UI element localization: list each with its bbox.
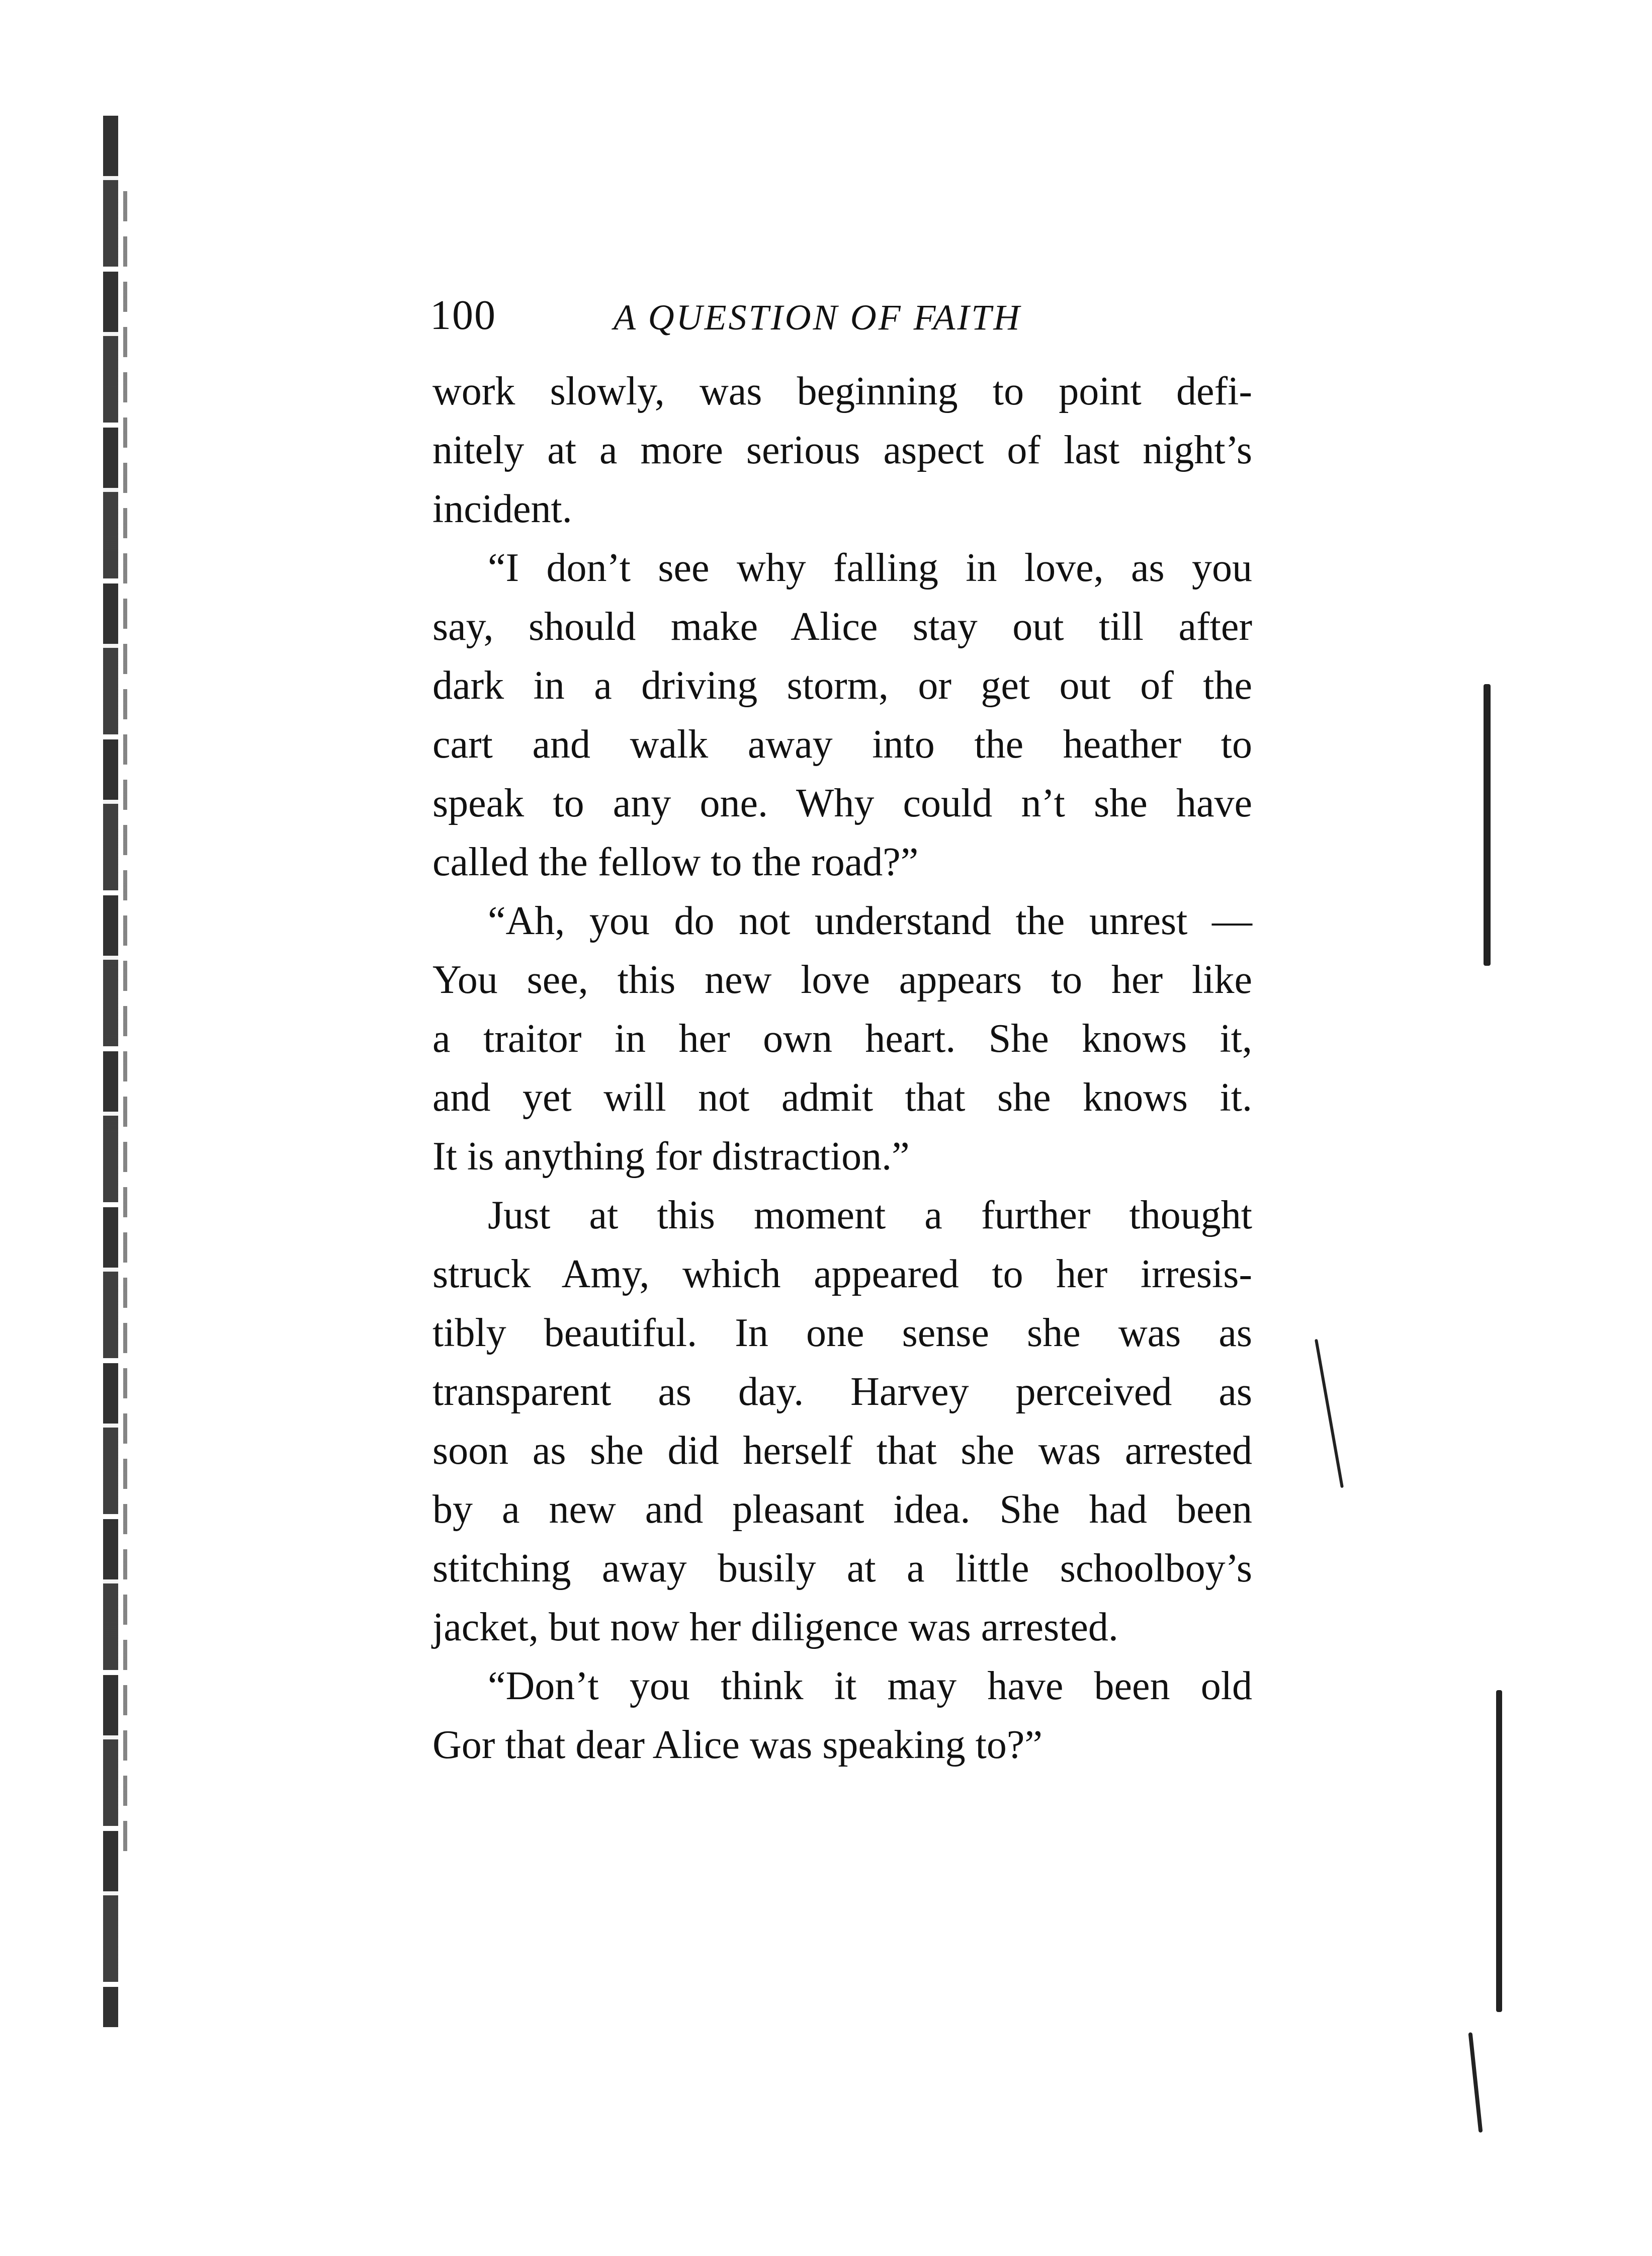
text-line: cart and walk away into the heather to xyxy=(432,722,1252,767)
text-line: a traitor in her own heart. She knows it, xyxy=(432,1017,1252,1061)
scan-edge-mark xyxy=(1484,684,1491,966)
text-line: dark in a driving storm, or get out of the xyxy=(432,663,1252,708)
text-line: called the fellow to the road?” xyxy=(432,840,919,884)
text-line: nitely at a more serious aspect of last night’s xyxy=(432,428,1252,472)
scan-edge-mark xyxy=(1496,1690,1502,2012)
text-line: struck Amy, which appeared to her irresis- xyxy=(432,1252,1252,1296)
scan-gutter-shadow xyxy=(103,116,118,2027)
text-line: by a new and pleasant idea. She had been xyxy=(432,1487,1252,1532)
text-line: incident. xyxy=(432,487,572,531)
scan-gutter-line xyxy=(123,191,127,1851)
text-line: and yet will not admit that she knows it. xyxy=(432,1075,1252,1120)
page-number: 100 xyxy=(430,292,496,339)
text-line: say, should make Alice stay out till after xyxy=(432,605,1252,649)
body-text xyxy=(432,362,1252,1775)
text-line: speak to any one. Why could n’t she have xyxy=(432,781,1252,825)
text-line: tibly beautiful. In one sense she was as xyxy=(432,1311,1252,1355)
text-line: stitching away busily at a little schoolboy’s xyxy=(432,1546,1252,1591)
text-line: jacket, but now her diligence was arrested. xyxy=(432,1605,1118,1649)
text-line: soon as she did herself that she was arrested xyxy=(432,1429,1252,1473)
running-head: A QUESTION OF FAITH xyxy=(614,297,1022,338)
scan-edge-mark xyxy=(1315,1339,1344,1488)
text-line: It is anything for distraction.” xyxy=(432,1134,910,1179)
text-line: “I don’t see why falling in love, as you xyxy=(488,546,1252,590)
text-line: Just at this moment a further thought xyxy=(488,1193,1252,1237)
text-line: transparent as day. Harvey perceived as xyxy=(432,1370,1252,1414)
text-line: “Ah, you do not understand the unrest — xyxy=(488,899,1252,943)
text-line: “Don’t you think it may have been old xyxy=(488,1664,1252,1708)
text-line: work slowly, was beginning to point defi- xyxy=(432,369,1252,413)
scan-edge-mark xyxy=(1468,2032,1483,2133)
page-header xyxy=(430,288,1260,343)
text-line: You see, this new love appears to her like xyxy=(432,958,1252,1002)
text-line: Gor that dear Alice was speaking to?” xyxy=(432,1723,1042,1767)
